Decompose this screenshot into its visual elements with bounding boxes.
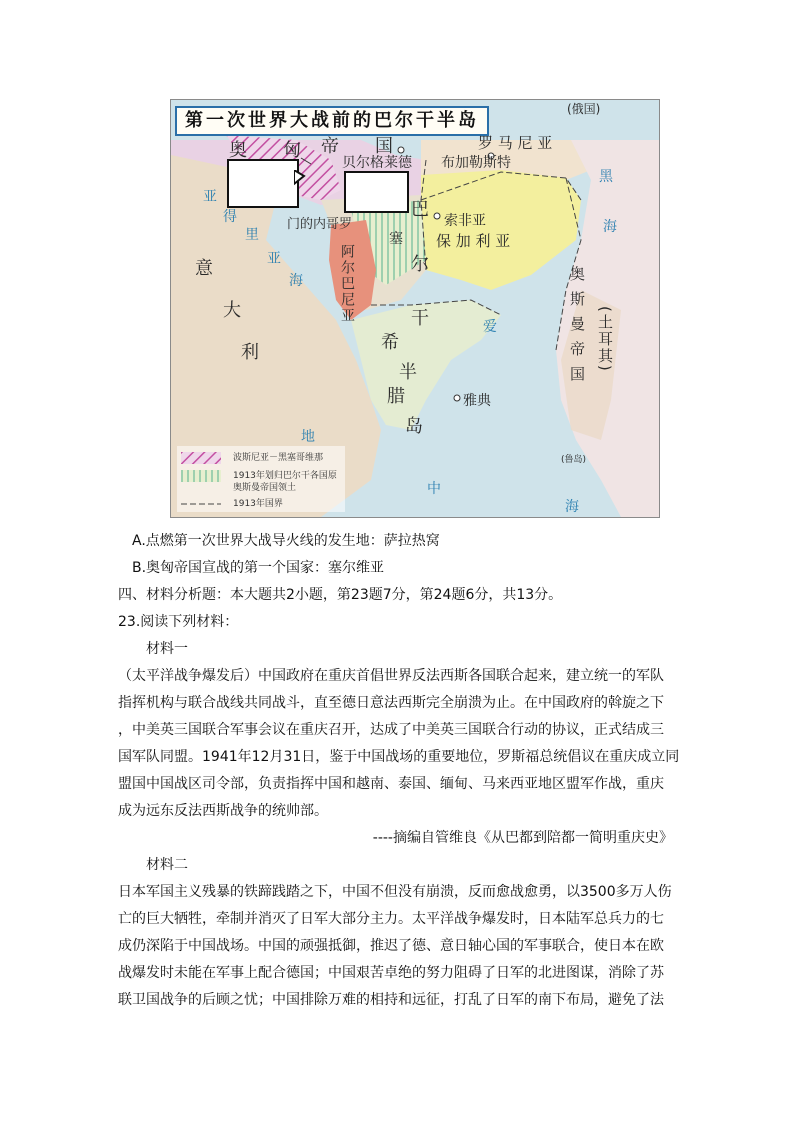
label-aegean: 爱 — [483, 319, 497, 335]
blank-box-2 — [344, 171, 409, 213]
label-italy-3: 利 — [241, 342, 259, 363]
label-athens: 雅典 — [463, 393, 491, 409]
label-balkan-3: 干 — [411, 308, 429, 329]
material1-source: ----摘编自管维良《从巴都到陪都一简明重庆史》 — [372, 830, 673, 846]
sofia-dot — [434, 213, 440, 219]
label-sofia: 索非亚 — [444, 213, 486, 229]
option-a: A.点燃第一次世界大战导火线的发生地：萨拉热窝 — [132, 533, 440, 549]
label-albania: 阿尔巴尼亚 — [339, 244, 355, 324]
legend-swatch-hatch — [181, 452, 221, 464]
balkan-map — [170, 99, 660, 518]
label-austria-2: 匈 — [283, 140, 301, 161]
label-belgrade: 贝尔格莱德 — [342, 155, 412, 171]
label-romania: 罗 马 尼 亚 — [478, 134, 553, 152]
label-austria-3: 帝 — [321, 136, 339, 157]
material2-line: 日本军国主义残暴的铁蹄践踏之下，中国不但没有崩溃，反而愈战愈勇，以3500多万人伤 — [118, 884, 672, 900]
label-bucharest: 布加勒斯特 — [441, 155, 511, 171]
label-adriatic-2: 得 — [223, 209, 237, 225]
label-adriatic-1: 亚 — [203, 189, 217, 205]
material1-line: 成为远东反法西斯战争的统帅部。 — [118, 803, 328, 819]
material2-line: 亡的巨大牺牲，牵制并消灭了日军大部分主力。太平洋战争爆发时，日本陆军总兵力的七 — [118, 911, 664, 927]
label-adriatic-5: 海 — [289, 273, 303, 289]
label-turkey: (土耳其) — [596, 306, 614, 373]
label-adriatic-4: 亚 — [267, 251, 281, 267]
label-balkan-2: 尔 — [411, 254, 429, 275]
label-med-2: 中 — [427, 481, 441, 497]
label-balkan-1: 巴 — [411, 199, 429, 220]
map-title: 第一次世界大战前的巴尔干半岛 — [175, 106, 489, 136]
label-med-3: 海 — [565, 499, 579, 515]
material1-line: 指挥机构与联合战线共同战斗，直至德日意法西斯完全崩溃为止。在中国政府的斡旋之下 — [118, 695, 664, 711]
label-italy-2: 大 — [223, 300, 241, 321]
section-heading: 四、材料分析题：本大题共2小题，第23题7分，第24题6分，共13分。 — [118, 587, 563, 603]
question-23: 23.阅读下列材料： — [118, 614, 239, 630]
label-rhodes: (鲁岛) — [561, 455, 587, 465]
label-ottoman: 奥斯曼帝国 — [568, 266, 586, 391]
label-bulgaria: 保 加 利 亚 — [436, 232, 511, 250]
label-balkan-4: 半 — [399, 362, 417, 383]
label-black-sea-1: 黑 — [599, 169, 613, 185]
label-serbia: 塞 — [389, 231, 403, 247]
label-austria-1: 奥 — [229, 140, 247, 161]
legend-label-border: 1913年国界 — [233, 499, 283, 509]
material1-line: 盟国中国战区司令部，负责指挥中国和越南、泰国、缅甸、马来西亚地区盟军作战，重庆 — [118, 776, 664, 792]
material1-line: （太平洋战争爆发后）中国政府在重庆首倡世界反法西斯各国联合起来，建立统一的军队 — [118, 668, 664, 684]
blank-box-1 — [227, 159, 299, 208]
material2-line: 战爆发时未能在军事上配合德国；中国艰苦卓绝的努力阻碍了日军的北进图谋，消除了苏 — [118, 965, 664, 981]
option-b: B.奥匈帝国宣战的第一个国家：塞尔维亚 — [132, 560, 385, 576]
label-black-sea-2: 海 — [603, 219, 617, 235]
legend-label-ceded: 1913年划归巴尔干各国原奥斯曼帝国领土 — [233, 471, 337, 493]
label-greece-2: 腊 — [387, 386, 405, 407]
label-montenegro: 门的内哥罗 — [287, 217, 353, 232]
legend-swatch-border — [181, 498, 221, 510]
material2-title: 材料二 — [146, 857, 188, 873]
material2-line: 成仍深陷于中国战场。中国的顽强抵御，推迟了德、意日轴心国的军事联合，使日本在欧 — [118, 938, 664, 954]
map-legend — [177, 446, 345, 512]
blank-box-1-pointer — [294, 170, 310, 186]
legend-swatch-stripe — [181, 470, 221, 482]
label-med-1: 地 — [301, 429, 315, 445]
athens-dot — [454, 395, 460, 401]
material1-line: ，中美英三国联合军事会议在重庆召开，达成了中美英三国联合行动的协议，正式结成三 — [118, 722, 664, 738]
label-balkan-5: 岛 — [405, 416, 423, 437]
material1-line: 国军队同盟。1941年12月31日，鉴于中国战场的重要地位，罗斯福总统倡议在重庆成立同 — [118, 749, 680, 765]
legend-label-bosnia: 波斯尼亚－黑塞哥维那 — [233, 453, 324, 463]
label-italy-1: 意 — [195, 258, 213, 279]
label-austria-4: 国 — [375, 136, 393, 157]
material2-line: 联卫国战争的后顾之忧；中国排除万难的相持和远征，打乱了日军的南下布局，避免了法 — [118, 992, 664, 1008]
label-greece-1: 希 — [381, 332, 399, 353]
material1-title: 材料一 — [146, 641, 188, 657]
label-adriatic-3: 里 — [245, 227, 259, 243]
label-russia: (俄国) — [567, 102, 601, 116]
